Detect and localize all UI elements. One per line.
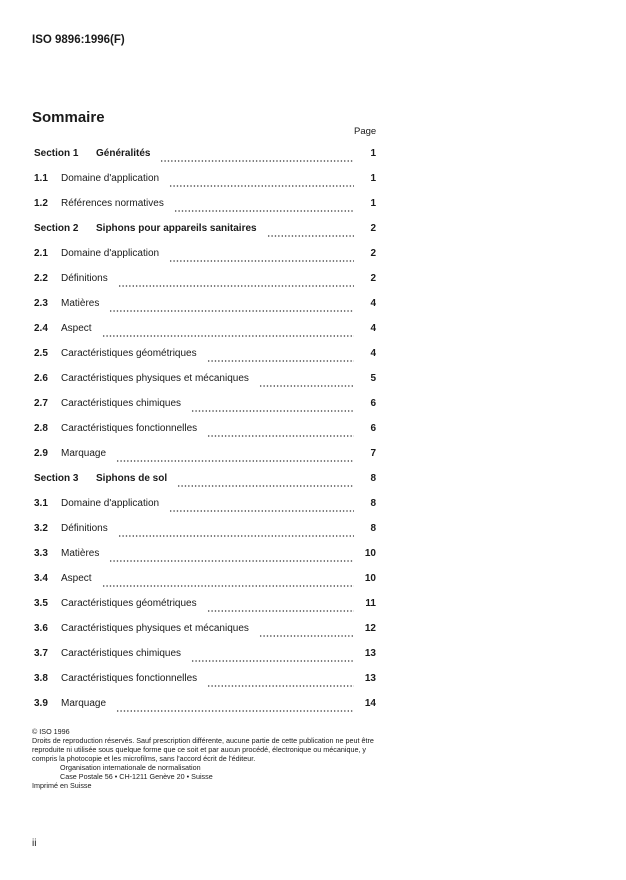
dot-leader [109, 560, 354, 562]
clause-title: Caractéristiques physiques et mécaniques [61, 623, 249, 634]
toc-item-row[interactable] [34, 344, 376, 369]
table-of-contents [34, 144, 376, 719]
page-ref: 8 [370, 498, 376, 509]
page-ref: 13 [364, 673, 376, 684]
page-ref: 1 [370, 148, 376, 159]
clause-title: Domaine d'application [61, 248, 160, 259]
dot-leader [207, 610, 354, 612]
toc-item-row[interactable] [34, 519, 376, 544]
section-label: Section 1 [34, 148, 79, 159]
clause-number: 2.1 [34, 248, 48, 259]
dot-leader [169, 510, 354, 512]
clause-number: 1.2 [34, 198, 48, 209]
clause-number: 3.4 [34, 573, 48, 584]
clause-number: 2.5 [34, 348, 48, 359]
organization-name: Organisation internationale de normalisation [60, 763, 201, 772]
toc-item-row[interactable] [34, 194, 376, 219]
toc-item-row[interactable] [34, 644, 376, 669]
dot-leader [102, 335, 354, 337]
clause-title: Caractéristiques fonctionnelles [61, 673, 198, 684]
clause-number: 1.1 [34, 173, 48, 184]
page-ref: 7 [370, 448, 376, 459]
dot-leader [177, 485, 354, 487]
toc-item-row[interactable] [34, 244, 376, 269]
clause-title: Définitions [61, 523, 108, 534]
clause-number: 2.3 [34, 298, 48, 309]
clause-title: Caractéristiques chimiques [61, 648, 182, 659]
toc-item-row[interactable] [34, 494, 376, 519]
dot-leader [259, 635, 354, 637]
clause-title: Références normatives [61, 198, 164, 209]
toc-item-row[interactable] [34, 544, 376, 569]
dot-leader [207, 360, 354, 362]
dot-leader [259, 385, 354, 387]
clause-number: 3.5 [34, 598, 48, 609]
dot-leader [109, 310, 354, 312]
dot-leader [207, 435, 354, 437]
toc-item-row[interactable] [34, 319, 376, 344]
toc-item-row[interactable] [34, 419, 376, 444]
page-ref: 8 [370, 473, 376, 484]
toc-title: Sommaire [32, 109, 105, 126]
clause-title: Définitions [61, 273, 108, 284]
toc-item-row[interactable] [34, 294, 376, 319]
clause-title: Caractéristiques géométriques [61, 598, 197, 609]
toc-section-row[interactable] [34, 219, 376, 244]
clause-title: Caractéristiques physiques et mécaniques [61, 373, 249, 384]
page-ref: 6 [370, 423, 376, 434]
document-id: ISO 9896:1996(F) [32, 34, 125, 46]
toc-item-row[interactable] [34, 569, 376, 594]
clause-title: Marquage [61, 448, 107, 459]
page-column-label: Page [354, 126, 377, 137]
dot-leader [116, 710, 354, 712]
dot-leader [118, 535, 354, 537]
page-ref: 8 [370, 523, 376, 534]
section-title: Généralités [96, 148, 151, 159]
dot-leader [169, 260, 354, 262]
page-number: ii [32, 838, 37, 849]
section-title: Siphons pour appareils sanitaires [96, 223, 257, 234]
clause-number: 3.6 [34, 623, 48, 634]
dot-leader [267, 235, 354, 237]
page-ref: 2 [370, 248, 376, 259]
clause-title: Caractéristiques géométriques [61, 348, 197, 359]
page-ref: 2 [370, 223, 376, 234]
clause-number: 2.9 [34, 448, 48, 459]
dot-leader [160, 160, 354, 162]
rights-statement: Droits de reproduction réservés. Sauf prescription différente, aucune partie de cette publication ne peut être reproduite ni utilisée sous quelque forme que ce soit et par aucun procédé, électronique ou mécanique, y compris la photocopie et les microfilms, sans l'accord écrit de l'éditeur. [32, 736, 374, 763]
dot-leader [191, 660, 354, 662]
page-ref: 4 [370, 348, 376, 359]
section-label: Section 2 [34, 223, 79, 234]
page-ref: 10 [364, 573, 376, 584]
toc-item-row[interactable] [34, 269, 376, 294]
toc-item-row[interactable] [34, 169, 376, 194]
toc-section-row[interactable] [34, 144, 376, 169]
page-ref: 2 [370, 273, 376, 284]
clause-number: 3.1 [34, 498, 48, 509]
dot-leader [118, 285, 354, 287]
toc-item-row[interactable] [34, 694, 376, 719]
clause-number: 3.9 [34, 698, 48, 709]
toc-item-row[interactable] [34, 594, 376, 619]
clause-number: 2.6 [34, 373, 48, 384]
clause-title: Aspect [61, 573, 92, 584]
dot-leader [169, 185, 354, 187]
toc-item-row[interactable] [34, 444, 376, 469]
printed-in: Imprimé en Suisse [32, 781, 92, 790]
page-ref: 6 [370, 398, 376, 409]
copyright-line: © ISO 1996 [32, 727, 70, 736]
clause-number: 3.8 [34, 673, 48, 684]
copyright-notice [32, 727, 382, 790]
page-ref: 14 [364, 698, 376, 709]
clause-title: Caractéristiques fonctionnelles [61, 423, 198, 434]
page-ref: 1 [370, 173, 376, 184]
clause-number: 3.2 [34, 523, 48, 534]
toc-item-row[interactable] [34, 669, 376, 694]
clause-number: 3.3 [34, 548, 48, 559]
clause-title: Domaine d'application [61, 173, 160, 184]
page-ref: 13 [364, 648, 376, 659]
page-ref: 4 [370, 323, 376, 334]
clause-title: Aspect [61, 323, 92, 334]
organization-address: Case Postale 56 • CH-1211 Genève 20 • Suisse [60, 772, 213, 781]
clause-title: Marquage [61, 698, 107, 709]
page-ref: 11 [365, 598, 376, 609]
page-ref: 4 [370, 298, 376, 309]
toc-item-row[interactable] [34, 394, 376, 419]
clause-title: Matières [61, 548, 100, 559]
clause-title: Caractéristiques chimiques [61, 398, 182, 409]
page-ref: 10 [364, 548, 376, 559]
section-title: Siphons de sol [96, 473, 168, 484]
clause-number: 2.4 [34, 323, 48, 334]
clause-number: 3.7 [34, 648, 48, 659]
page-ref: 12 [364, 623, 376, 634]
dot-leader [102, 585, 354, 587]
dot-leader [116, 460, 354, 462]
toc-item-row[interactable] [34, 619, 376, 644]
clause-title: Domaine d'application [61, 498, 160, 509]
clause-title: Matières [61, 298, 100, 309]
dot-leader [191, 410, 354, 412]
clause-number: 2.8 [34, 423, 48, 434]
clause-number: 2.2 [34, 273, 48, 284]
page-ref: 1 [370, 198, 376, 209]
clause-number: 2.7 [34, 398, 48, 409]
toc-item-row[interactable] [34, 369, 376, 394]
page-ref: 5 [370, 373, 376, 384]
dot-leader [207, 685, 354, 687]
dot-leader [174, 210, 354, 212]
section-label: Section 3 [34, 473, 79, 484]
toc-section-row[interactable] [34, 469, 376, 494]
